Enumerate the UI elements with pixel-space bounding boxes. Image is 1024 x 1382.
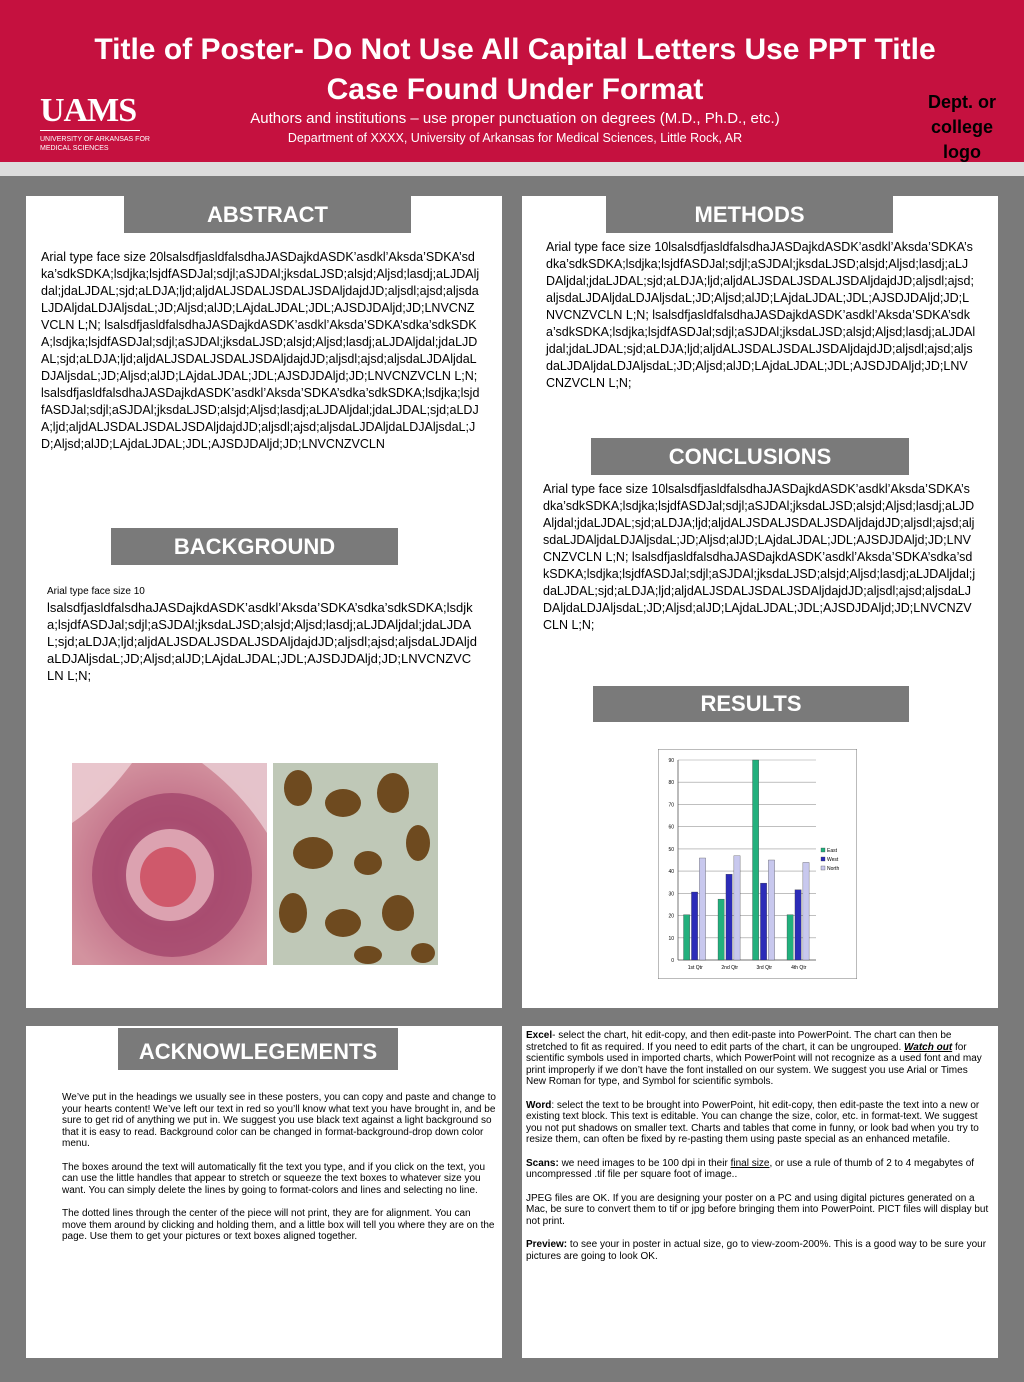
acknowledgements-text (62, 1092, 497, 1255)
right-panel (522, 196, 998, 1008)
chart-legend-label: West (827, 857, 839, 863)
scans-label: Scans: (526, 1157, 559, 1169)
ack-paragraph-1: We’ve put in the headings we usually see in these posters, you can copy and paste and change to your hearts content! We’ve left our text in red so you’ll know what text you have brought in, and be sure to get rid of anything we put in. We suggest you use black text against a light background so that it is easy to read. Background color can be changed in format-background-drop down color menu. (62, 1092, 496, 1149)
instr-word (526, 1100, 989, 1146)
chart-x-tick-label: 1st Qtr (687, 965, 703, 971)
chart-x-tick-label: 3rd Qtr (756, 965, 773, 971)
chart-bar (699, 858, 705, 960)
preview-text: to see your in poster in actual size, go to view-zoom-200%. This is a good way to be sure your pictures are going to look OK. (526, 1239, 987, 1262)
instr-scans (526, 1158, 989, 1181)
chart-legend-label: East (827, 848, 838, 854)
ack-paragraph-2: The boxes around the text will automatically fit the text you type, and if you click on the text, you can use the little handles that appear to stretch or squeeze the text boxes to whatever size you want. You can simply delete the lines by going to format-colors and lines and selecting no line. (62, 1161, 486, 1196)
chart-legend-swatch (821, 866, 825, 870)
results-heading: RESULTS (593, 686, 909, 722)
chart-y-tick-label: 50 (668, 846, 674, 853)
instructions-text (526, 1030, 989, 1274)
chart-bar (691, 892, 697, 960)
excel-text-b: for scientific symbols used in imported charts, which PowerPoint will not recognize as a used font and may print improperly if we don’t have the font installed on our system. We suggest you use Arial or Times New Roman for type, and Symbol for scientific symbols. (526, 1041, 982, 1087)
poster-header (0, 0, 1024, 162)
chart-legend-swatch (821, 848, 825, 852)
abstract-heading: ABSTRACT (124, 196, 411, 233)
background-body: lsalsdfjasldfalsdhaJASDajkdASDK’asdkl’Aksda’SDKA’sdka’sdkSDKA;lsdjka;lsjdfASDJal;sdjl;aSJDAl;jksdaLJSD;alsjd;Aljsd;lasdj;aLJDAljdal;jdaLJDAL;sjd;aLDJA;ljd;aljdALJSDALJSDALJSDAljdajdJD;aljsdl;ajsd;aljsdaLJDAljdaLDJAljsdaL;JD;Aljsd;alJD;LAjdaLJDAL;JDL;AJSDJDAljd;JD;LNVCNZVCLN L;N; (47, 600, 477, 683)
uams-logo: UAMS (40, 92, 137, 129)
chart-y-tick-label: 60 (668, 824, 674, 831)
chart-bar (787, 915, 793, 960)
acknowledgements-heading: ACKNOWLEGEMENTS (118, 1028, 398, 1070)
poster-department: Department of XXXX, University of Arkansas for Medical Sciences, Little Rock, AR (287, 131, 743, 145)
scans-text-b: , or use a rule of thumb of 2 to 4 megabytes of uncompressed .tif file per square foot of image.. (526, 1157, 975, 1180)
methods-body: Arial type face size 10lsalsdfjasldfalsdhaJASDajkdASDK’asdkl’Aksda’SDKA’sdka’sdkSDKA;lsdjka;lsjdfASDJal;sdjl;aSJDAl;jksdaLJSD;alsjd;Aljsd;lasdj;aLJDAljdal;jdaLJDAL;sjd;aLDJA;ljd;aljdALJSDALJSDALJSDAljdajdJD;aljsdl;ajsd;aljsdaLJDAljdaLDJAljsdaL;JD;Aljsd;alJD;LAjdaLJDAL;JDL;AJSDJDAljd;JD;LNVCNZVCLN L;N; lsalsdfjasldfalsdhaJASDajkdASDK’asdkl’Aksda’SDKA’sdka’sdkSDKA;lsdjka;lsjdfASDJal;sdjl;aSJDAl;jksdaLJSD;alsjd;Aljsd;lasdj;aLJDAljdal;jdaLJDAL;sjd;aLDJA;ljd;aljdALJSDALJSDALJSDAljdajdJD;aljsdl;ajsd;aljsdaLJDAljdaLDJAljsdaL;JD;Aljsd;alJD;LAjdaLJDAL;JDL;AJSDJDAljd;JD;LNVCNZVCLN L;N; (546, 240, 976, 390)
chart-x-tick-label: 4th Qtr (791, 965, 807, 971)
dept-logo-placeholder: Dept. or college logo (927, 92, 996, 162)
chart-bar (684, 915, 690, 960)
chart-y-tick-label: 0 (671, 958, 674, 964)
background-size-label: Arial type face size 10 (47, 586, 145, 597)
chart-bar (718, 899, 724, 960)
poster-authors: Authors and institutions – use proper punctuation on degrees (M.D., Ph.D., etc.) (250, 110, 780, 127)
histology-image-ihc (273, 763, 438, 965)
chart-y-tick-label: 90 (668, 758, 674, 764)
watch-out-label: Watch out (904, 1041, 953, 1053)
chart-y-tick-label: 30 (668, 891, 674, 898)
chart-y-tick-label: 10 (668, 935, 674, 942)
chart-bar (753, 760, 759, 960)
chart-bar (803, 862, 809, 960)
final-size-label: final size (730, 1157, 770, 1169)
chart-x-tick-label: 2nd Qtr (721, 965, 739, 971)
conclusions-body: Arial type face size 10lsalsdfjasldfalsdhaJASDajkdASDK’asdkl’Aksda’SDKA’sdka’sdkSDKA;lsdjka;lsjdfASDJal;sdjl;aSJDAl;jksdaLJSD;alsjd;Aljsd;lasdj;aLJDAljdal;jdaLJDAL;sjd;aLDJA;ljd;aljdALJSDALJSDALJSDAljdajdJD;aljsdl;ajsd;aljsdaLJDAljdaLDJAljsdaL;JD;Aljsd;alJD;LAjdaLJDAL;JDL;AJSDJDAljd;JD;LNVCNZVCLN L;N; lsalsdfjasldfalsdhaJASDajkdASDK’asdkl’Aksda’SDKA’sdka’sdkSDKA;lsdjka;lsjdfASDJal;sdjl;aSJDAl;jksdaLJSD;alsjd;Aljsd;lasdj;aLJDAljdal;jdaLJDAL;sjd;aLDJA;ljd;aljdALJSDALJSDALJSDAljdajdJD;aljsdl;ajsd;aljsdaLJDAljdaLDJAljsdaL;JD;Aljsd;alJD;LAjdaLJDAL;JDL;AJSDJDAljd;JD;LNVCNZVCLN L;N; (543, 482, 976, 632)
chart-legend-label: North (827, 866, 840, 872)
chart-y-tick-label: 40 (668, 869, 674, 876)
chart-bar (734, 856, 740, 960)
chart-bar (760, 883, 766, 960)
poster-title: Title of Poster- Do Not Use All Capital Letters Use PPT Title Case Found Under Format (94, 33, 936, 106)
chart-legend-swatch (821, 857, 825, 861)
instr-jpeg: JPEG files are OK. If you are designing your poster on a PC and using digital pictures generated on a Mac, be sure to convert them to tif or jpg before bringing them into PowerPoint. PICT files will display but not print. (526, 1192, 989, 1227)
chart-y-tick-label: 20 (668, 913, 674, 920)
header-strip (0, 162, 1024, 176)
word-label: Word (526, 1099, 552, 1111)
acknowledgements-panel (26, 1026, 502, 1358)
chart-bar (768, 860, 774, 960)
scans-text-a: we need images to be 100 dpi in their (558, 1157, 731, 1169)
instructions-panel (522, 1026, 998, 1358)
logo-divider (40, 130, 140, 131)
excel-label: Excel (526, 1030, 553, 1041)
conclusions-heading: CONCLUSIONS (591, 438, 909, 475)
uams-logo-subtext: UNIVERSITY OF ARKANSAS FOR MEDICAL SCIENCES (40, 136, 150, 152)
chart-y-tick-label: 70 (668, 802, 674, 809)
instr-excel (526, 1030, 989, 1088)
histology-image-he (72, 763, 267, 965)
abstract-body: Arial type face size 20lsalsdfjasldfalsdhaJASDajkdASDK’asdkl’Aksda’SDKA’sdka’sdkSDKA;lsdjka;lsjdfASDJal;sdjl;aSJDAl;jksdaLJSD;alsjd;Aljsd;lasdj;aLJDAljdal;jdaLJDAL;sjd;aLDJA;ljd;aljdALJSDALJSDALJSDAljdajdJD;aljsdl;ajsd;aljsdaLJDAljdaLDJAljsdaL;JD;Aljsd;alJD;LAjdaLJDAL;JDL;AJSDJDAljd;JD;LNVCNZVCLN L;N; lsalsdfjasldfalsdhaJASDajkdASDK’asdkl’Aksda’SDKA’sdka’sdkSDKA;lsdjka;lsjdfASDJal;sdjl;aSJDAl;jksdaLJSD;alsjd;Aljsd;lasdj;aLJDAljdal;jdaLJDAL;sjd;aLDJA;ljd;aljdALJSDALJSDALJSDAljdajdJD;aljsdl;ajsd;aljsdaLJDAljdaLDJAljsdaL;JD;Aljsd;alJD;LAjdaLJDAL;JDL;AJSDJDAljd;JD;LNVCNZVCLN L;N; lsalsdfjasldfalsdhaJASDajkdASDK’asdkl’Aksda’SDKA’sdka’sdkSDKA;lsdjka;lsjdfASDJal;sdjl;aSJDAl;jksdaLJSD;alsjd;Aljsd;lasdj;aLJDAljdal;jdaLJDAL;sjd;aLDJA;ljd;aljdALJSDALJSDALJSDAljdajdJD;aljsdl;ajsd;aljsdaLJDAljdaLDJAljsdaL;JD;Aljsd;alJD;LAjdaLJDAL;JDL;AJSDJDAljd;JD;LNVCNZVCLN (41, 250, 480, 451)
chart-y-tick-label: 80 (668, 780, 674, 787)
word-text: : select the text to be brought into PowerPoint, hit edit-copy, then edit-paste the text into a new or existing text block. This text is editable. You can change the size, color, etc. in format-text. We suggest you not put shadows on smaller text. Charts and tables that come in funny, or look bad when you try to resize them, can often be fixed by re-pasting them using paste special as an enhanced metafile. (526, 1099, 980, 1145)
excel-text-a: - select the chart, hit edit-copy, and then edit-paste into PowerPoint. The chart can then be stretched to fit as required. If you need to edit parts of the chart, it can be ungrouped. (526, 1030, 952, 1053)
preview-label: Preview: (526, 1239, 568, 1250)
ack-paragraph-3: The dotted lines through the center of the piece will not print, they are for alignment. You can move them around by clicking and holding them, and a little box will tell you where they are on the page. Use them to get your pictures or text boxes aligned together. (62, 1208, 495, 1242)
methods-heading: METHODS (606, 196, 893, 233)
chart-bar (795, 890, 801, 960)
chart-bar (726, 874, 732, 960)
background-heading: BACKGROUND (111, 528, 398, 565)
left-panel (26, 196, 502, 1008)
results-bar-chart (658, 749, 857, 979)
instr-preview (526, 1239, 989, 1262)
